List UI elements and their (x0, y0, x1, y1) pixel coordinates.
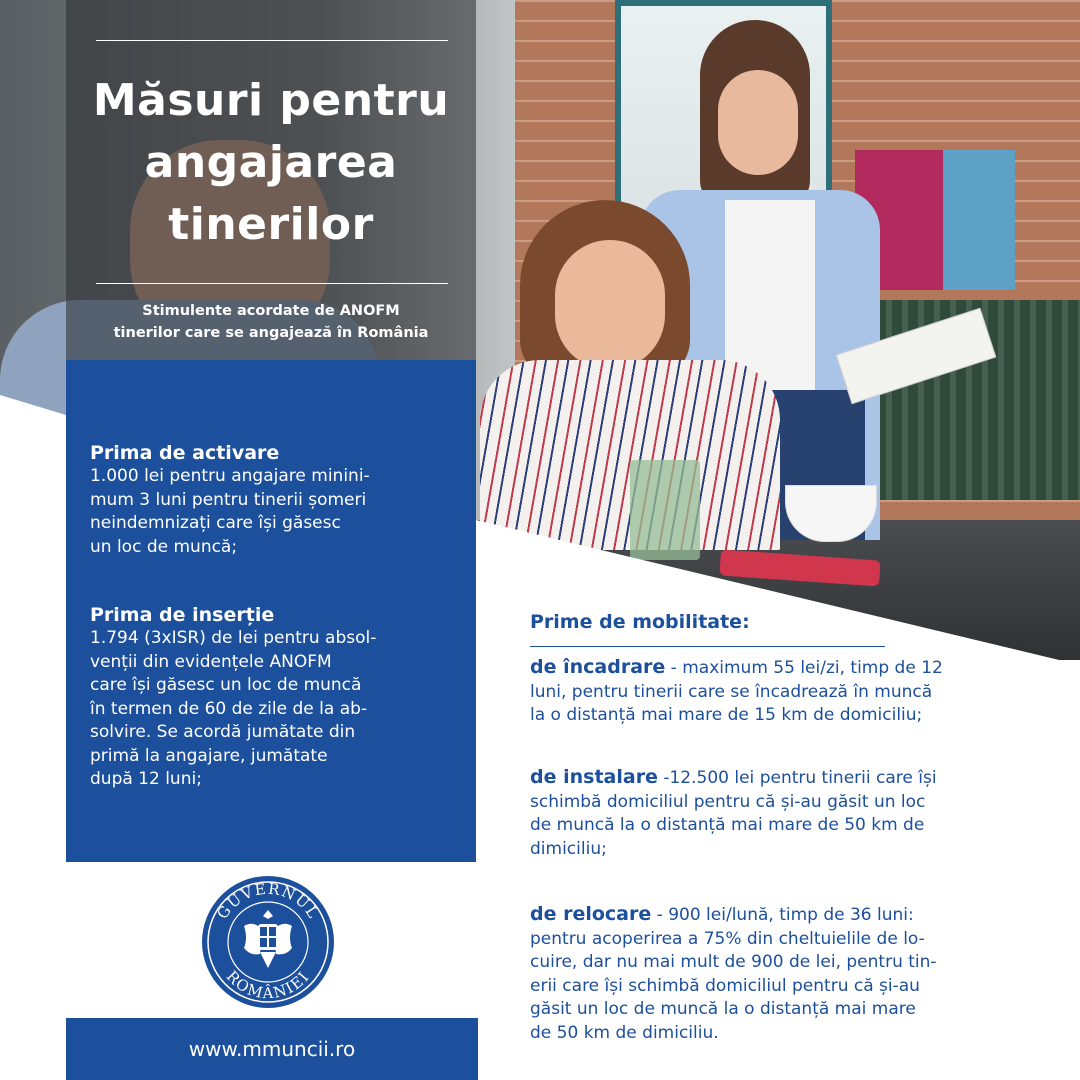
subtitle-line-1: Stimulente acordate de ANOFM (142, 303, 400, 319)
relocare-term: de relocare (530, 903, 652, 925)
prima-insertie-line: primă la angajare, jumătate (90, 745, 328, 766)
incadrare-first: - maximum 55 lei/zi, timp de 12 (665, 658, 943, 678)
prima-activare-line: 1.000 lei pentru angajare minini- (90, 466, 370, 486)
prima-insertie-heading: Prima de inserție (90, 604, 275, 626)
title-line-1: Măsuri pentru (92, 75, 450, 126)
mobilitate-rule (530, 646, 885, 647)
emblem-top-tspan: GUVERNUL (213, 879, 323, 923)
prima-insertie-line: după 12 luni; (90, 769, 202, 789)
relocare-line: pentru acoperirea a 75% din cheltuielile de lo- (530, 928, 925, 949)
prima-activare-line: mum 3 luni pentru tinerii șomeri (90, 489, 367, 510)
title-line-2: angajarea (144, 137, 398, 188)
relocare-line: erii care își schimbă domiciliul pentru că și-au (530, 975, 920, 996)
relocare-first: - 900 lei/lună, timp de 36 luni: (651, 905, 914, 925)
instalare-first-line (530, 766, 1040, 791)
prima-insertie-line: venții din evidențele ANOFM (90, 651, 332, 672)
relocare-item (530, 903, 1040, 1045)
prima-activare-section (90, 441, 460, 559)
prima-insertie-section (90, 603, 460, 792)
prima-insertie-line: solvire. Se acordă jumătate din (90, 722, 356, 742)
relocare-line: cuire, dar nu mai mult de 900 de lei, pentru tin- (530, 952, 937, 972)
incadrare-line: luni, pentru tinerii care se încadrează în muncă (530, 681, 933, 702)
instalare-line: de muncă la o distanță mai mare de 50 km de (530, 815, 925, 835)
instalare-line: dimiciliu; (530, 838, 607, 859)
prima-activare-line: un loc de muncă; (90, 536, 238, 557)
relocare-first-line (530, 903, 1040, 928)
relocare-line: găsit un loc de muncă la o distanță mai mare (530, 999, 916, 1019)
instalare-term: de instalare (530, 766, 658, 788)
prima-activare-heading: Prima de activare (90, 442, 280, 464)
incadrare-line: la o distanță mai mare de 15 km de domiciliu; (530, 705, 923, 725)
relocare-line: de 50 km de dimiciliu. (530, 1022, 719, 1043)
prima-insertie-line: care își găsesc un loc de muncă (90, 675, 362, 695)
government-emblem (200, 874, 336, 1010)
instalare-item (530, 766, 1040, 861)
emblem-bottom-tspan: ROMÂNIEI (222, 967, 314, 1003)
incadrare-first-line (530, 656, 1040, 681)
incadrare-item (530, 656, 1040, 728)
white-left-wedge (0, 395, 66, 1080)
mobilitate-heading: Prime de mobilitate: (530, 611, 750, 633)
instalare-first: -12.500 lei pentru tinerii care își (657, 768, 937, 788)
subtitle-line-2: tinerilor care se angajează în România (113, 325, 429, 341)
instalare-line: schimbă domiciliul pentru că și-au găsit un loc (530, 791, 926, 812)
title-line-3: tinerilor (168, 199, 374, 250)
prima-insertie-line: 1.794 (3xISR) de lei pentru absol- (90, 628, 377, 648)
website-link[interactable]: www.mmuncii.ro (66, 1018, 478, 1080)
prima-insertie-line: în termen de 60 de zile de la ab- (90, 698, 368, 719)
incadrare-term: de încadrare (530, 656, 666, 678)
prima-activare-line: neindemnizați care își găsesc (90, 513, 341, 533)
